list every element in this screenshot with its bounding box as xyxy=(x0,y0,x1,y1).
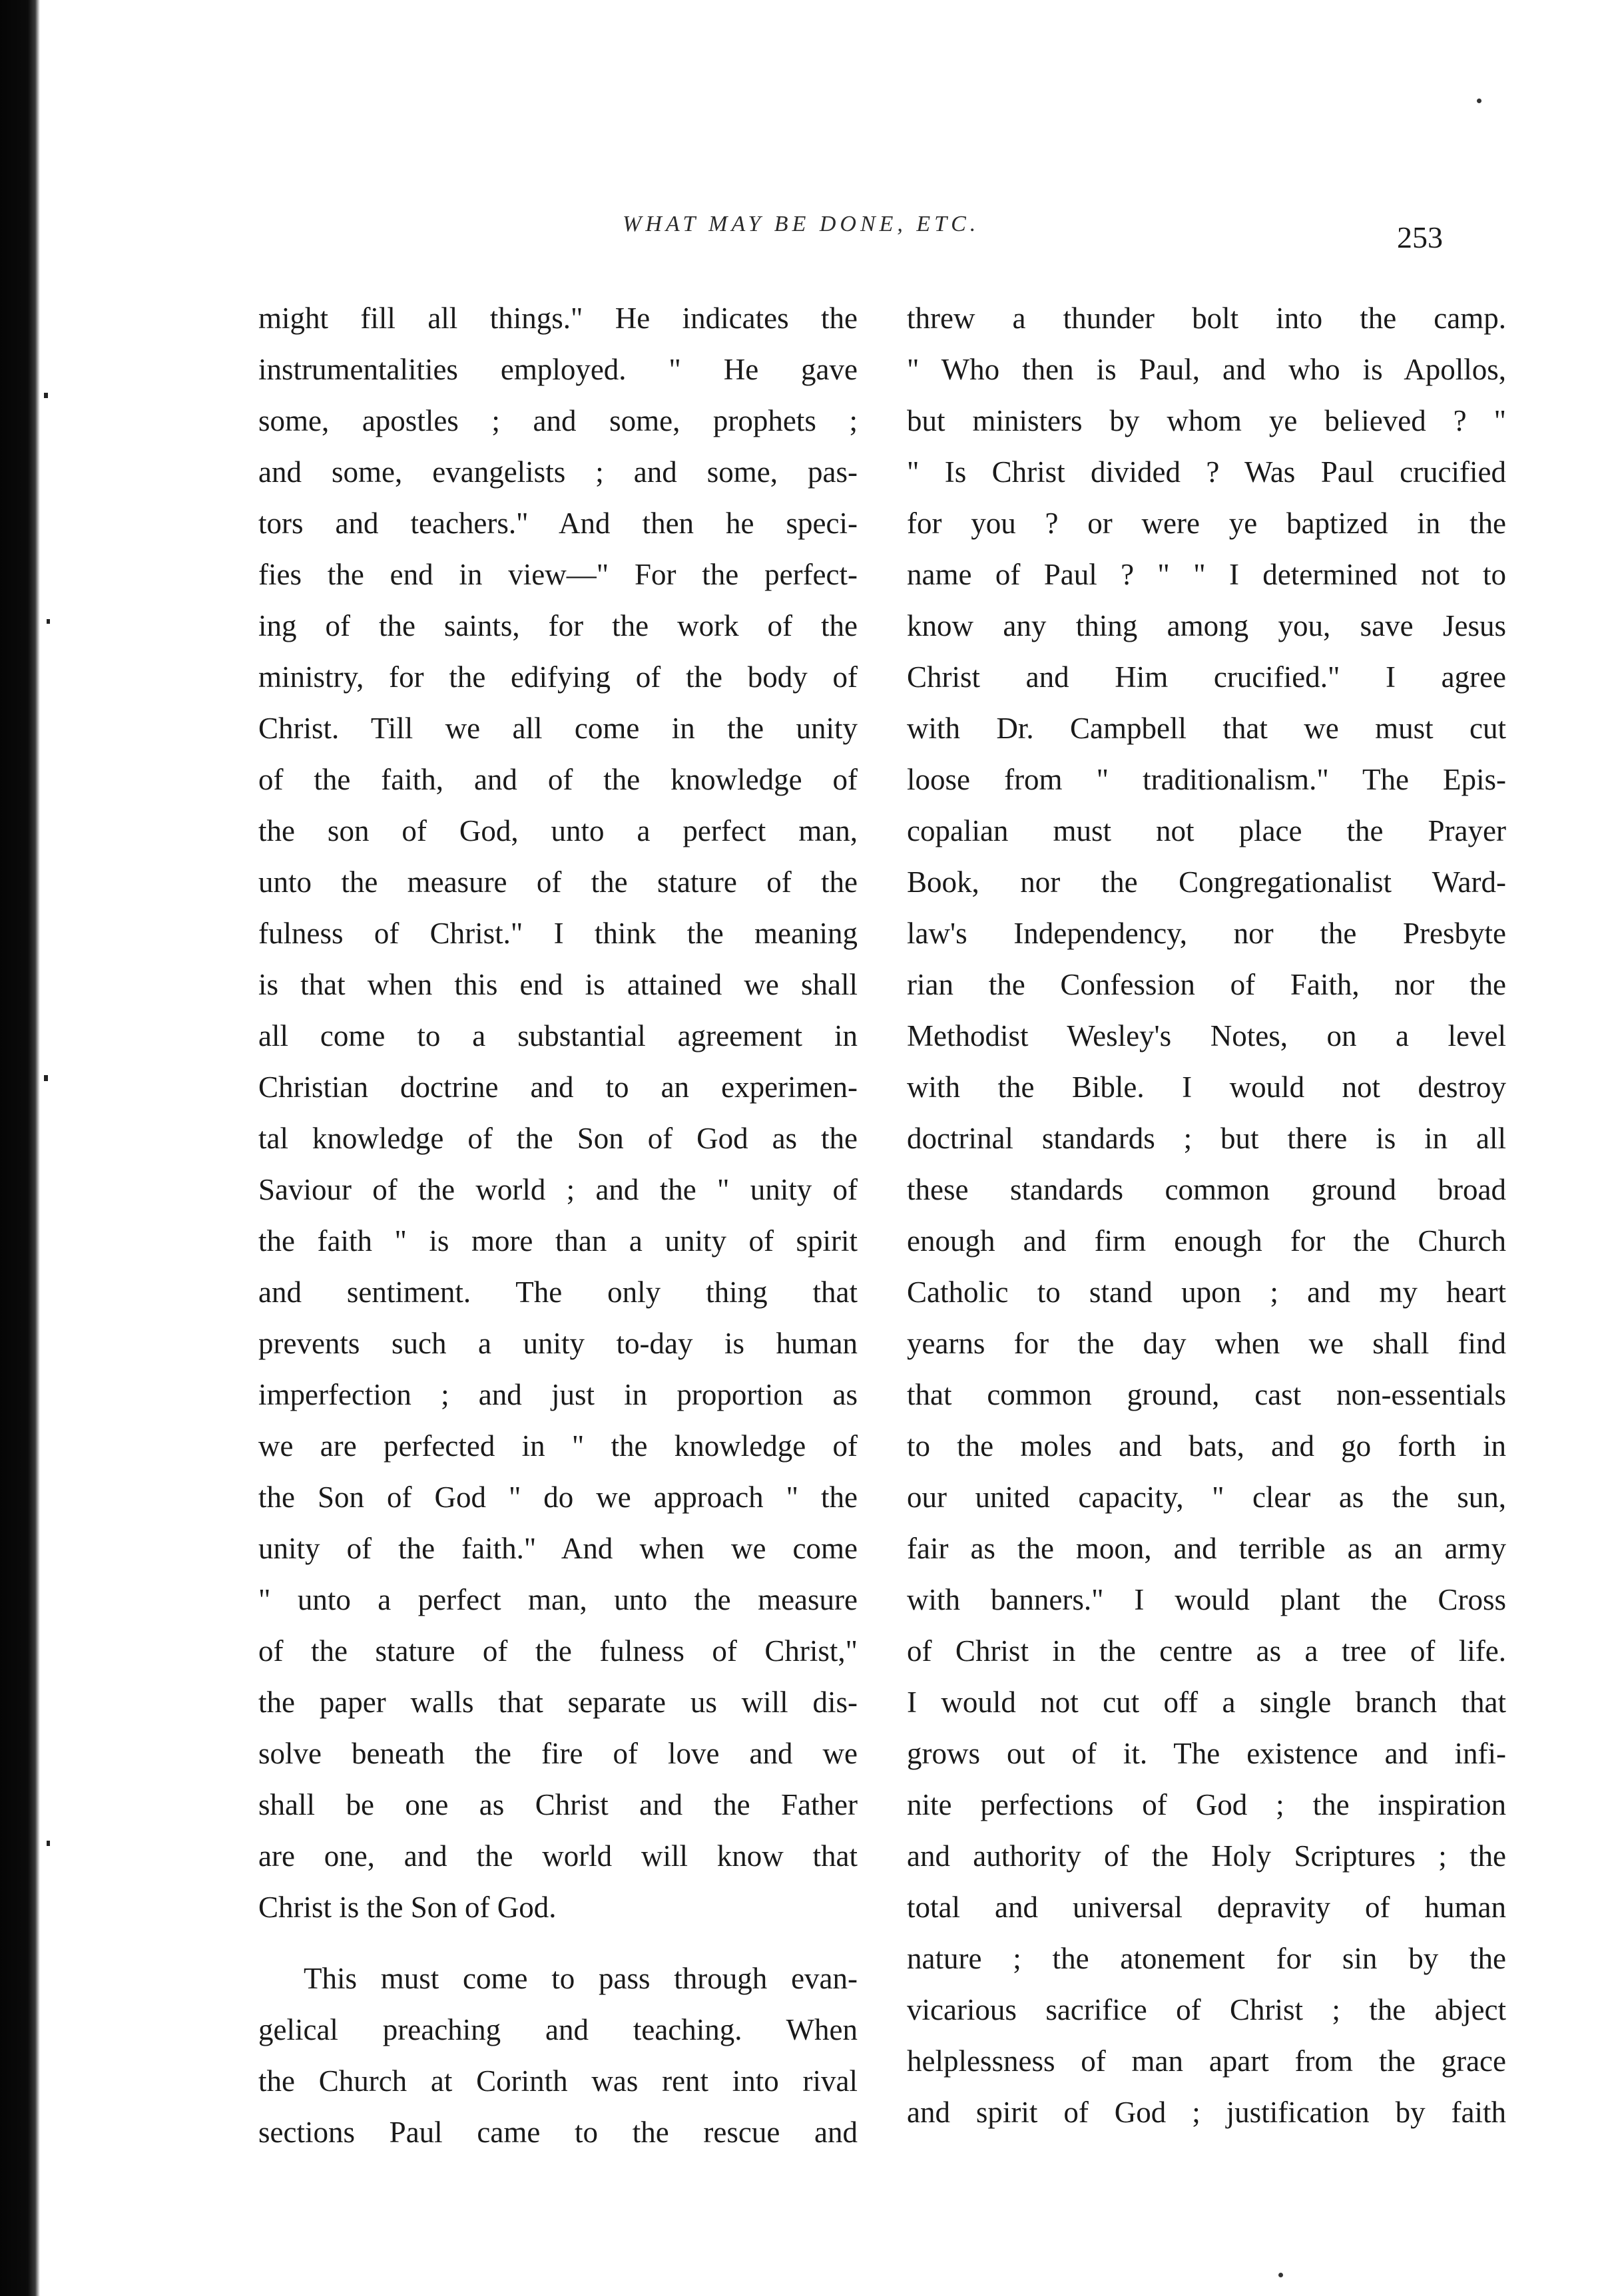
text-line: that common ground, cast non-essentials xyxy=(907,1378,1506,1411)
text-line: some, apostles ; and some, prophets ; xyxy=(258,404,858,437)
book-binding-edge xyxy=(0,0,40,2296)
text-line: helplessness of man apart from the grace xyxy=(907,2044,1506,2078)
text-line: and spirit of God ; justification by faith xyxy=(907,2096,1506,2129)
text-line: tal knowledge of the Son of God as the xyxy=(258,1122,858,1155)
text-line: nature ; the atonement for sin by the xyxy=(907,1942,1506,1975)
text-line: gelical preaching and teaching. When xyxy=(258,2013,858,2046)
text-line: sections Paul came to the rescue and xyxy=(258,2116,858,2149)
text-line: Christ is the Son of God. xyxy=(258,1891,557,1924)
text-line: might fill all things." He indicates the xyxy=(258,302,858,335)
text-line: vicarious sacrifice of Christ ; the abject xyxy=(907,1993,1506,2026)
text-line: law's Independency, nor the Presbyte xyxy=(907,917,1506,950)
text-line: solve beneath the fire of love and we xyxy=(258,1737,858,1770)
text-line: with the Bible. I would not destroy xyxy=(907,1070,1506,1104)
text-line: fair as the moon, and terrible as an army xyxy=(907,1532,1506,1565)
text-line: these standards common ground broad xyxy=(907,1173,1506,1206)
text-line: is that when this end is attained we shall xyxy=(258,968,858,1001)
binding-speck xyxy=(44,393,48,398)
text-line: threw a thunder bolt into the camp. xyxy=(907,302,1506,335)
text-line: doctrinal standards ; but there is in all xyxy=(907,1122,1506,1155)
text-line: unity of the faith." And when we come xyxy=(258,1532,858,1565)
text-line: Catholic to stand upon ; and my heart xyxy=(907,1275,1506,1309)
text-line: of Christ in the centre as a tree of life. xyxy=(907,1634,1506,1668)
text-line: Christ and Him crucified." I agree xyxy=(907,660,1506,694)
text-line: fulness of Christ." I think the meaning xyxy=(258,917,858,950)
text-line: with banners." I would plant the Cross xyxy=(907,1583,1506,1616)
text-line: I would not cut off a single branch that xyxy=(907,1686,1506,1719)
text-line: of the faith, and of the knowledge of xyxy=(258,763,858,796)
text-line: the faith " is more than a unity of spirit xyxy=(258,1224,858,1258)
text-line: total and universal depravity of human xyxy=(907,1891,1506,1924)
text-line: all come to a substantial agreement in xyxy=(258,1019,858,1052)
text-line: loose from " traditionalism." The Epis- xyxy=(907,763,1506,796)
text-line: and sentiment. The only thing that xyxy=(258,1275,858,1309)
text-line: the Son of God " do we approach " the xyxy=(258,1481,858,1514)
page-speck xyxy=(1477,99,1481,103)
text-line: enough and firm enough for the Church xyxy=(907,1224,1506,1258)
text-line: ministry, for the edifying of the body of xyxy=(258,660,858,694)
text-line: our united capacity, " clear as the sun, xyxy=(907,1481,1506,1514)
text-line: nite perfections of God ; the inspiration xyxy=(907,1788,1506,1821)
text-line: prevents such a unity to-day is human xyxy=(258,1327,858,1360)
text-line: the Church at Corinth was rent into rival xyxy=(258,2064,858,2098)
text-line: and authority of the Holy Scriptures ; the xyxy=(907,1839,1506,1873)
text-line: fies the end in view—" For the perfect- xyxy=(258,558,858,591)
text-line: the son of God, unto a perfect man, xyxy=(258,814,858,847)
text-line: grows out of it. The existence and infi- xyxy=(907,1737,1506,1770)
binding-speck xyxy=(44,1075,48,1081)
text-line: unto the measure of the stature of the xyxy=(258,865,858,899)
text-line: " Who then is Paul, and who is Apollos, xyxy=(907,353,1506,386)
paragraph-gap xyxy=(258,1933,858,1953)
text-line: " Is Christ divided ? Was Paul crucified xyxy=(907,455,1506,489)
text-line: instrumentalities employed. " He gave xyxy=(258,353,858,386)
text-line: This must come to pass through evan- xyxy=(304,1962,858,1995)
text-line: tors and teachers." And then he speci- xyxy=(258,507,858,540)
binding-speck xyxy=(47,1841,50,1846)
text-line: ing of the saints, for the work of the xyxy=(258,609,858,642)
text-line: but ministers by whom ye believed ? " xyxy=(907,404,1506,437)
text-line: know any thing among you, save Jesus xyxy=(907,609,1506,642)
text-line: Book, nor the Congregationalist Ward- xyxy=(907,865,1506,899)
text-line: with Dr. Campbell that we must cut xyxy=(907,712,1506,745)
right-column xyxy=(907,293,1506,2138)
text-line: of the stature of the fulness of Christ," xyxy=(258,1634,858,1668)
page-number: 253 xyxy=(1397,220,1443,254)
text-line: Saviour of the world ; and the " unity of xyxy=(258,1173,858,1206)
text-line: the paper walls that separate us will dis- xyxy=(258,1686,858,1719)
text-line: Methodist Wesley's Notes, on a level xyxy=(907,1019,1506,1052)
text-line: rian the Confession of Faith, nor the xyxy=(907,968,1506,1001)
text-line: we are perfected in " the knowledge of xyxy=(258,1429,858,1463)
text-line: yearns for the day when we shall find xyxy=(907,1327,1506,1360)
text-line: to the moles and bats, and go forth in xyxy=(907,1429,1506,1463)
text-line: Christ. Till we all come in the unity xyxy=(258,712,858,745)
text-line: shall be one as Christ and the Father xyxy=(258,1788,858,1821)
binding-speck xyxy=(47,619,50,624)
text-line: for you ? or were ye baptized in the xyxy=(907,507,1506,540)
text-line: name of Paul ? " " I determined not to xyxy=(907,558,1506,591)
text-line: Christian doctrine and to an experimen- xyxy=(258,1070,858,1104)
running-head: WHAT MAY BE DONE, ETC. xyxy=(623,212,980,236)
text-line: copalian must not place the Prayer xyxy=(907,814,1506,847)
text-line: and some, evangelists ; and some, pas- xyxy=(258,455,858,489)
left-column xyxy=(258,293,858,2158)
page-speck xyxy=(1278,2273,1283,2277)
text-line: " unto a perfect man, unto the measure xyxy=(258,1583,858,1616)
text-line: are one, and the world will know that xyxy=(258,1839,858,1873)
text-line: imperfection ; and just in proportion as xyxy=(258,1378,858,1411)
